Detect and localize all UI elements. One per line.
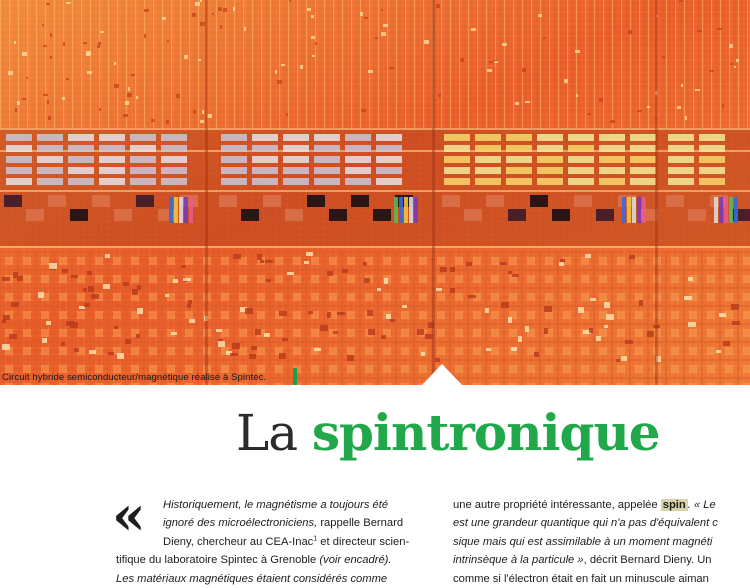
- body-line: intrinsèque à la particule », décrit Bernard Dieny. Un: [453, 554, 712, 567]
- article-title: [236, 403, 660, 462]
- image-caption: Circuit hybride semiconducteur/magnétique réalisé à Spintec.: [2, 372, 267, 383]
- body-line: tifique du laboratoire Spintec à Grenoble (voir encadré).: [116, 554, 392, 567]
- caption-notch: [421, 364, 463, 386]
- open-quote-icon: «: [112, 483, 146, 547]
- highlighted-term: spin: [662, 499, 686, 511]
- body-line: est une grandeur quantique qui n'a pas d'équivalent c: [453, 517, 718, 530]
- body-line: sique mais qui est assimilable à un moment magnéti: [453, 535, 713, 548]
- caption-accent-rule: [293, 368, 297, 385]
- body-line: ignoré des microélectroniciens, rappelle Bernard: [163, 517, 404, 530]
- body-column-left: [116, 496, 436, 588]
- body-line: une autre propriété intéressante, appelée spin . « Le: [453, 499, 716, 511]
- body-line: Historiquement, le magnétisme a toujours été: [163, 499, 389, 511]
- title-light: La: [236, 404, 312, 462]
- body-line: comme si l'électron était en fait un minuscule aiman: [453, 572, 709, 585]
- body-line: Dieny, chercheur au CEA-Inac$^1$ et directeur scien-: [163, 535, 410, 548]
- body-column-right: [453, 496, 750, 588]
- body-line: Les matériaux magnétiques étaient considérés comme: [116, 572, 388, 585]
- title-accent: spintronique: [311, 403, 660, 462]
